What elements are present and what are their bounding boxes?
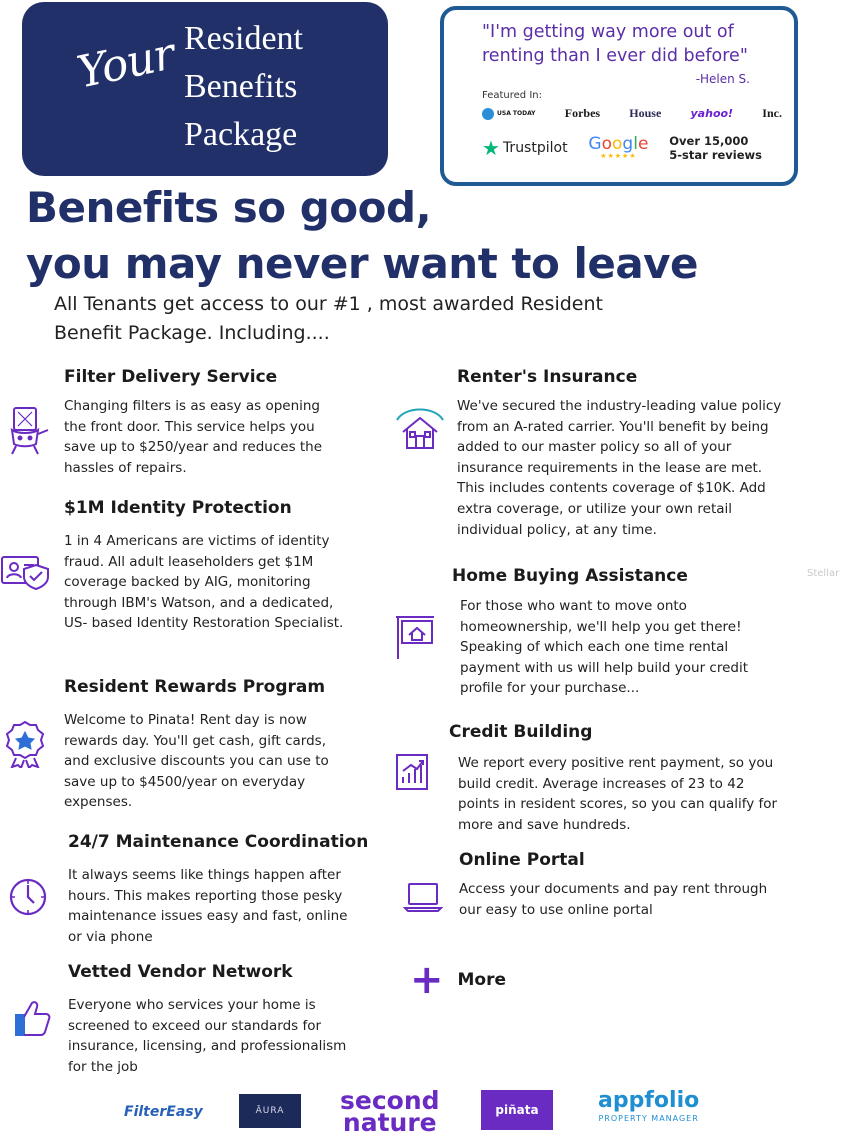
- stellar-watermark: Stellar: [807, 568, 840, 579]
- headline-line-2: you may never want to leave: [26, 239, 699, 288]
- benefit-title: Filter Delivery Service: [64, 367, 278, 387]
- trustpilot-logo: ★ Trustpilot: [482, 136, 568, 160]
- benefit-title: Credit Building: [449, 722, 593, 742]
- yahoo-logo: yahoo!: [690, 107, 734, 120]
- review-sources: [482, 134, 762, 162]
- google-logo: [588, 136, 648, 160]
- usa-today-dot-icon: [482, 108, 494, 120]
- testimonial-box: [440, 6, 798, 186]
- usa-today-logo: USA TODAY: [482, 108, 536, 120]
- page-headline: [26, 180, 698, 292]
- second-nature-logo: second nature: [340, 1086, 440, 1136]
- google-stars-icon: ★★★★★: [600, 152, 637, 160]
- badge-line-benefits: Benefits: [184, 68, 298, 105]
- trustpilot-star-icon: ★: [482, 136, 500, 160]
- benefit-description: We've secured the industry-leading value policy from an A-rated carrier. You'll benefit by being added to our master policy so all of your insurance requirements in the lease are met. This includes contents coverage of $10K. Add extra coverage, or utilize your own retail individual policy, at any time.: [457, 398, 782, 538]
- insured-house-icon: [393, 402, 447, 452]
- plus-icon: +: [410, 957, 444, 1003]
- benefit-title: Home Buying Assistance: [452, 566, 688, 586]
- publication-logos: [482, 106, 782, 121]
- benefit-title: Renter's Insurance: [457, 367, 638, 387]
- benefit-resident-rewards: [64, 676, 349, 813]
- benefit-description: Changing filters is as easy as opening the front door. This service helps you save up to $250/year and reduces the hassles of repairs.: [64, 398, 323, 476]
- benefit-identity-protection: [64, 497, 349, 634]
- benefit-description: For those who want to move onto homeownership, we'll help you get there! Speaking of which each one time rental payment with us will help build your credit profile for your purchase...: [460, 598, 749, 697]
- reviews-count: Over 15,000 5-star reviews: [669, 134, 762, 162]
- for-sale-sign-icon: [392, 611, 438, 661]
- benefit-vendor-network: [68, 961, 363, 1077]
- benefit-description: 1 in 4 Americans are victims of identity fraud. All adult leaseholders get $1M coverage backed by AIG, monitoring through IBM's Watson, and a dedicated, US- based Identity Restoration Specialist.: [64, 533, 344, 632]
- rewards-ribbon-icon: [4, 720, 46, 768]
- badge-line-package: Package: [184, 116, 298, 153]
- benefit-home-buying: [452, 565, 772, 699]
- more-benefits: [410, 957, 507, 1003]
- benefit-title: 24/7 Maintenance Coordination: [68, 832, 369, 852]
- benefit-credit-building: [449, 721, 789, 835]
- forbes-logo: Forbes: [564, 106, 601, 120]
- benefit-title: Vetted Vendor Network: [68, 962, 293, 982]
- aura-logo: ĀURA: [239, 1094, 301, 1128]
- benefit-description: We report every positive rent payment, so you build credit. Average increases of 23 to 42 points in resident scores, so you can qualify for more and save hundreds.: [458, 755, 778, 833]
- testimonial-author: -Helen S.: [695, 72, 750, 86]
- identity-shield-icon: [0, 549, 52, 591]
- resident-benefits-badge: [22, 2, 388, 176]
- benefit-description: Access your documents and pay rent through our easy to use online portal: [459, 881, 768, 918]
- benefit-online-portal: [459, 849, 779, 920]
- testimonial-quote: "I'm getting way more out of renting than I ever did before": [482, 22, 748, 66]
- clock-icon: [8, 877, 48, 917]
- more-label: More: [457, 970, 507, 990]
- benefit-title: $1M Identity Protection: [64, 498, 292, 518]
- laptop-icon: [403, 881, 443, 913]
- benefit-description: Welcome to Pinata! Rent day is now rewards day. You'll get cash, gift cards, and exclusive discounts you can use to save up to $4500/year on everyday expenses.: [64, 712, 329, 811]
- credit-chart-icon: [395, 753, 431, 793]
- thumbs-up-icon: [10, 995, 54, 1039]
- house-logo: House: [629, 106, 662, 120]
- benefit-filter-delivery: [64, 366, 344, 478]
- filtereasy-logo: FilterEasy: [124, 1104, 203, 1120]
- featured-in-label: Featured In:: [482, 90, 542, 101]
- badge-script-your: Your: [72, 28, 179, 99]
- pinata-logo: piñata: [481, 1090, 553, 1130]
- intro-text: All Tenants get access to our #1 , most awarded Resident Benefit Package. Including....: [54, 293, 603, 344]
- inc-logo: Inc.: [762, 106, 782, 120]
- benefit-maintenance-coordination: [68, 831, 369, 947]
- benefit-title: Resident Rewards Program: [64, 677, 326, 697]
- benefit-description: Everyone who services your home is screened to exceed our standards for insurance, licensing, and professionalism for the job: [68, 997, 347, 1075]
- benefit-renters-insurance: [457, 366, 787, 540]
- headline-line-1: Benefits so good,: [26, 183, 432, 232]
- benefit-description: It always seems like things happen after hours. This makes reporting those pesky maintenance issues easy and fast, online or via phone: [68, 867, 348, 945]
- badge-line-resident: Resident: [184, 20, 303, 57]
- benefit-title: Online Portal: [459, 850, 585, 870]
- appfolio-logo: appfolio PROPERTY MANAGER: [598, 1088, 700, 1123]
- google-wordmark: Google: [588, 134, 649, 154]
- partner-logos: [0, 1086, 865, 1136]
- filter-delivery-icon: [2, 404, 52, 458]
